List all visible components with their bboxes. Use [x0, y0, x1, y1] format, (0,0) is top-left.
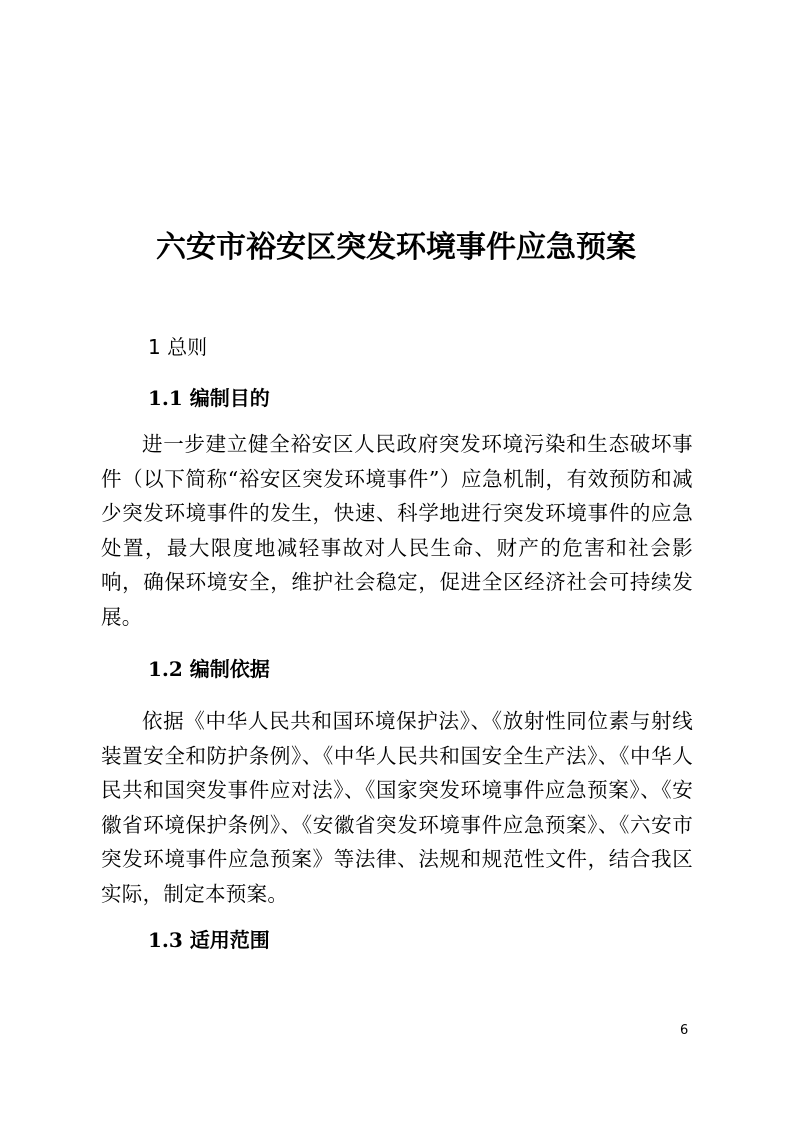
page-number: 6: [680, 1023, 689, 1038]
document-title: 六安市裕安区突发环境事件应急预案: [156, 230, 636, 265]
section-heading-general: 1 总则: [148, 335, 208, 359]
paragraph-basis: 依据《中华人民共和国环境保护法》、《放射性同位素与射线装置安全和防护条例》、《中华人民共和国安全生产法》、《中华人民共和国突发事件应对法》、《国家突发环境事件应急预案》、《安徽省环境保护条例》、《安徽省突发环境事件应急预案》、《六安市突发环境事件应急预案》等法律、法规和规范性文件，结合我区实际，制定本预案。: [101, 709, 693, 906]
section-heading-scope: 1.3 适用范围: [148, 928, 270, 952]
section-heading-purpose: 1.1 编制目的: [148, 386, 270, 410]
paragraph-purpose: 进一步建立健全裕安区人民政府突发环境污染和生态破坏事件（以下简称“裕安区突发环境事件”）应急机制，有效预防和减少突发环境事件的发生，快速、科学地进行突发环境事件的应急处置，最大限度地减轻事故对人民生命、财产的危害和社会影响，确保环境安全，维护社会稳定，促进全区经济社会可持续发展。: [101, 432, 693, 629]
section-heading-basis: 1.2 编制依据: [148, 657, 270, 681]
